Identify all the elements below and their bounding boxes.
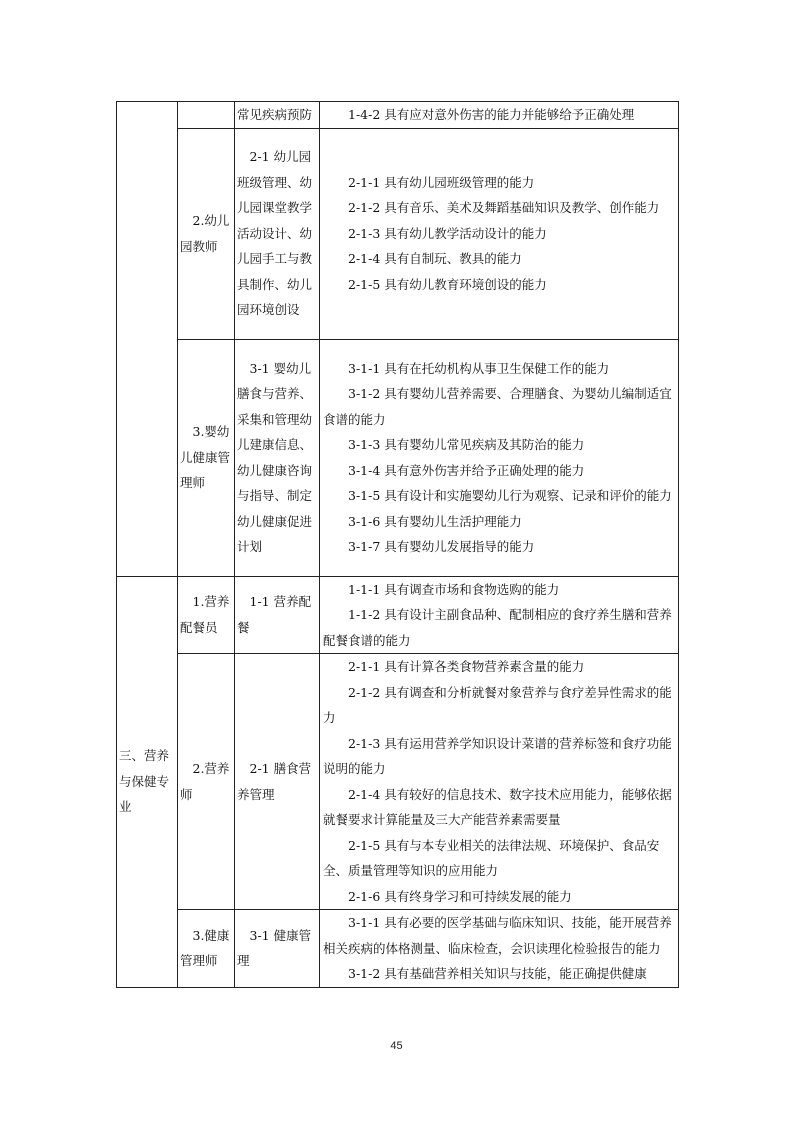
ability-line: 2-1-5 具有幼儿教育环境创设的能力 xyxy=(348,276,547,292)
table-row xyxy=(117,128,679,339)
job-text: 1.营养配餐员 xyxy=(180,594,230,635)
ability-line: 3-1-6 具有婴幼儿生活护理能力 xyxy=(348,513,522,529)
job-text: 3.婴幼儿健康管理师 xyxy=(180,424,231,491)
ability-line: 1-1-2 具有设计主副食品种、配制相应的食疗养生膳和营养配餐食谱的能力 xyxy=(323,607,672,648)
unit-cell xyxy=(235,102,320,129)
ability-cell xyxy=(320,102,679,129)
category-text: 三、营养与保健专业 xyxy=(119,748,170,815)
ability-line: 2-1-4 具有自制玩、教具的能力 xyxy=(348,251,522,267)
ability-line: 3-1-7 具有婴幼儿发展指导的能力 xyxy=(348,539,535,554)
ability-cell xyxy=(320,339,679,576)
unit-cell xyxy=(235,910,320,988)
unit-cell xyxy=(235,576,320,654)
ability-line: 1-4-2 具有应对意外伤害的能力并能够给予正确处理 xyxy=(348,107,635,122)
job-text: 2.幼儿园教师 xyxy=(180,213,230,254)
category-cell-prev xyxy=(117,102,178,577)
unit-cell xyxy=(235,128,320,339)
ability-line: 2-1-1 具有计算各类食物营养素含量的能力 xyxy=(348,659,585,674)
job-cell xyxy=(178,576,235,654)
curriculum-table xyxy=(116,101,679,988)
ability-line: 3-1-1 具有必要的医学基础与临床知识、技能，能开展营养相关疾病的体格测量、临床检查，会识读理化检验报告的能力 xyxy=(323,915,672,956)
ability-line: 3-1-4 具有意外伤害并给予正确处理的能力 xyxy=(348,462,585,478)
unit-cell xyxy=(235,654,320,910)
job-cell xyxy=(178,654,235,910)
table-row xyxy=(117,576,679,654)
table-row xyxy=(117,910,679,988)
ability-cell xyxy=(320,910,679,988)
ability-line: 3-1-1 具有在托幼机构从事卫生保健工作的能力 xyxy=(348,360,610,376)
job-cell xyxy=(178,128,235,339)
category-cell xyxy=(117,576,178,987)
ability-line: 2-1-3 具有运用营养学知识设计菜谱的营养标签和食疗功能说明的能力 xyxy=(323,735,672,776)
unit-text: 3-1 婴幼儿膳食与营养、采集和管理幼儿建康信息、幼儿健康咨询与指导、制定幼儿健康促进计划 xyxy=(237,360,313,554)
ability-line: 2-1-2 具有音乐、美术及舞蹈基础知识及教学、创作能力 xyxy=(348,200,660,216)
table-row xyxy=(117,654,679,910)
ability-cell xyxy=(320,576,679,654)
ability-line: 3-1-5 具有设计和实施婴幼儿行为观察、记录和评价的能力 xyxy=(348,488,672,503)
page-number: 45 xyxy=(390,1040,403,1052)
ability-line: 3-1-3 具有婴幼儿常见疾病及其防治的能力 xyxy=(348,437,585,452)
ability-line: 2-1-4 具有较好的信息技术、数字技术应用能力，能够依据就餐要求计算能量及三大产能营养素需要量 xyxy=(323,786,672,827)
ability-line: 2-1-2 具有调查和分析就餐对象营养与食疗差异性需求的能力 xyxy=(323,684,672,725)
ability-line: 3-1-2 具有婴幼儿营养需要、合理膳食、为婴幼儿编制适宜食谱的能力 xyxy=(323,386,672,427)
job-cell-prev xyxy=(178,102,235,129)
unit-text: 2-1 膳食营养管理 xyxy=(237,761,312,802)
job-text: 3.健康管理师 xyxy=(180,927,230,969)
job-cell xyxy=(178,339,235,576)
ability-line: 2-1-5 具有与本专业相关的法律法规、环境保护、食品安全、质量管理等知识的应用能力 xyxy=(323,837,660,878)
unit-text: 3-1 健康管理 xyxy=(237,927,312,969)
ability-line: 1-1-1 具有调查市场和食物选购的能力 xyxy=(348,581,560,597)
ability-line: 2-1-3 具有幼儿教学活动设计的能力 xyxy=(348,225,547,241)
job-text: 2.营养师 xyxy=(180,761,230,802)
unit-text: 常见疾病预防 xyxy=(237,107,313,122)
unit-cell xyxy=(235,339,320,576)
ability-line: 3-1-2 具有基础营养相关知识与技能，能正确提供健康 xyxy=(348,966,647,981)
ability-line: 2-1-1 具有幼儿园班级管理的能力 xyxy=(348,174,535,190)
ability-cell xyxy=(320,128,679,339)
table-row xyxy=(117,339,679,576)
table-row xyxy=(117,102,679,129)
ability-cell xyxy=(320,654,679,910)
unit-text: 1-1 营养配餐 xyxy=(237,594,312,635)
job-cell xyxy=(178,910,235,988)
unit-text: 2-1 幼儿园班级管理、幼儿园课堂教学活动设计、幼儿园手工与教具制作、幼儿园环境创设 xyxy=(237,149,313,318)
ability-line: 2-1-6 具有终身学习和可持续发展的能力 xyxy=(348,888,572,904)
